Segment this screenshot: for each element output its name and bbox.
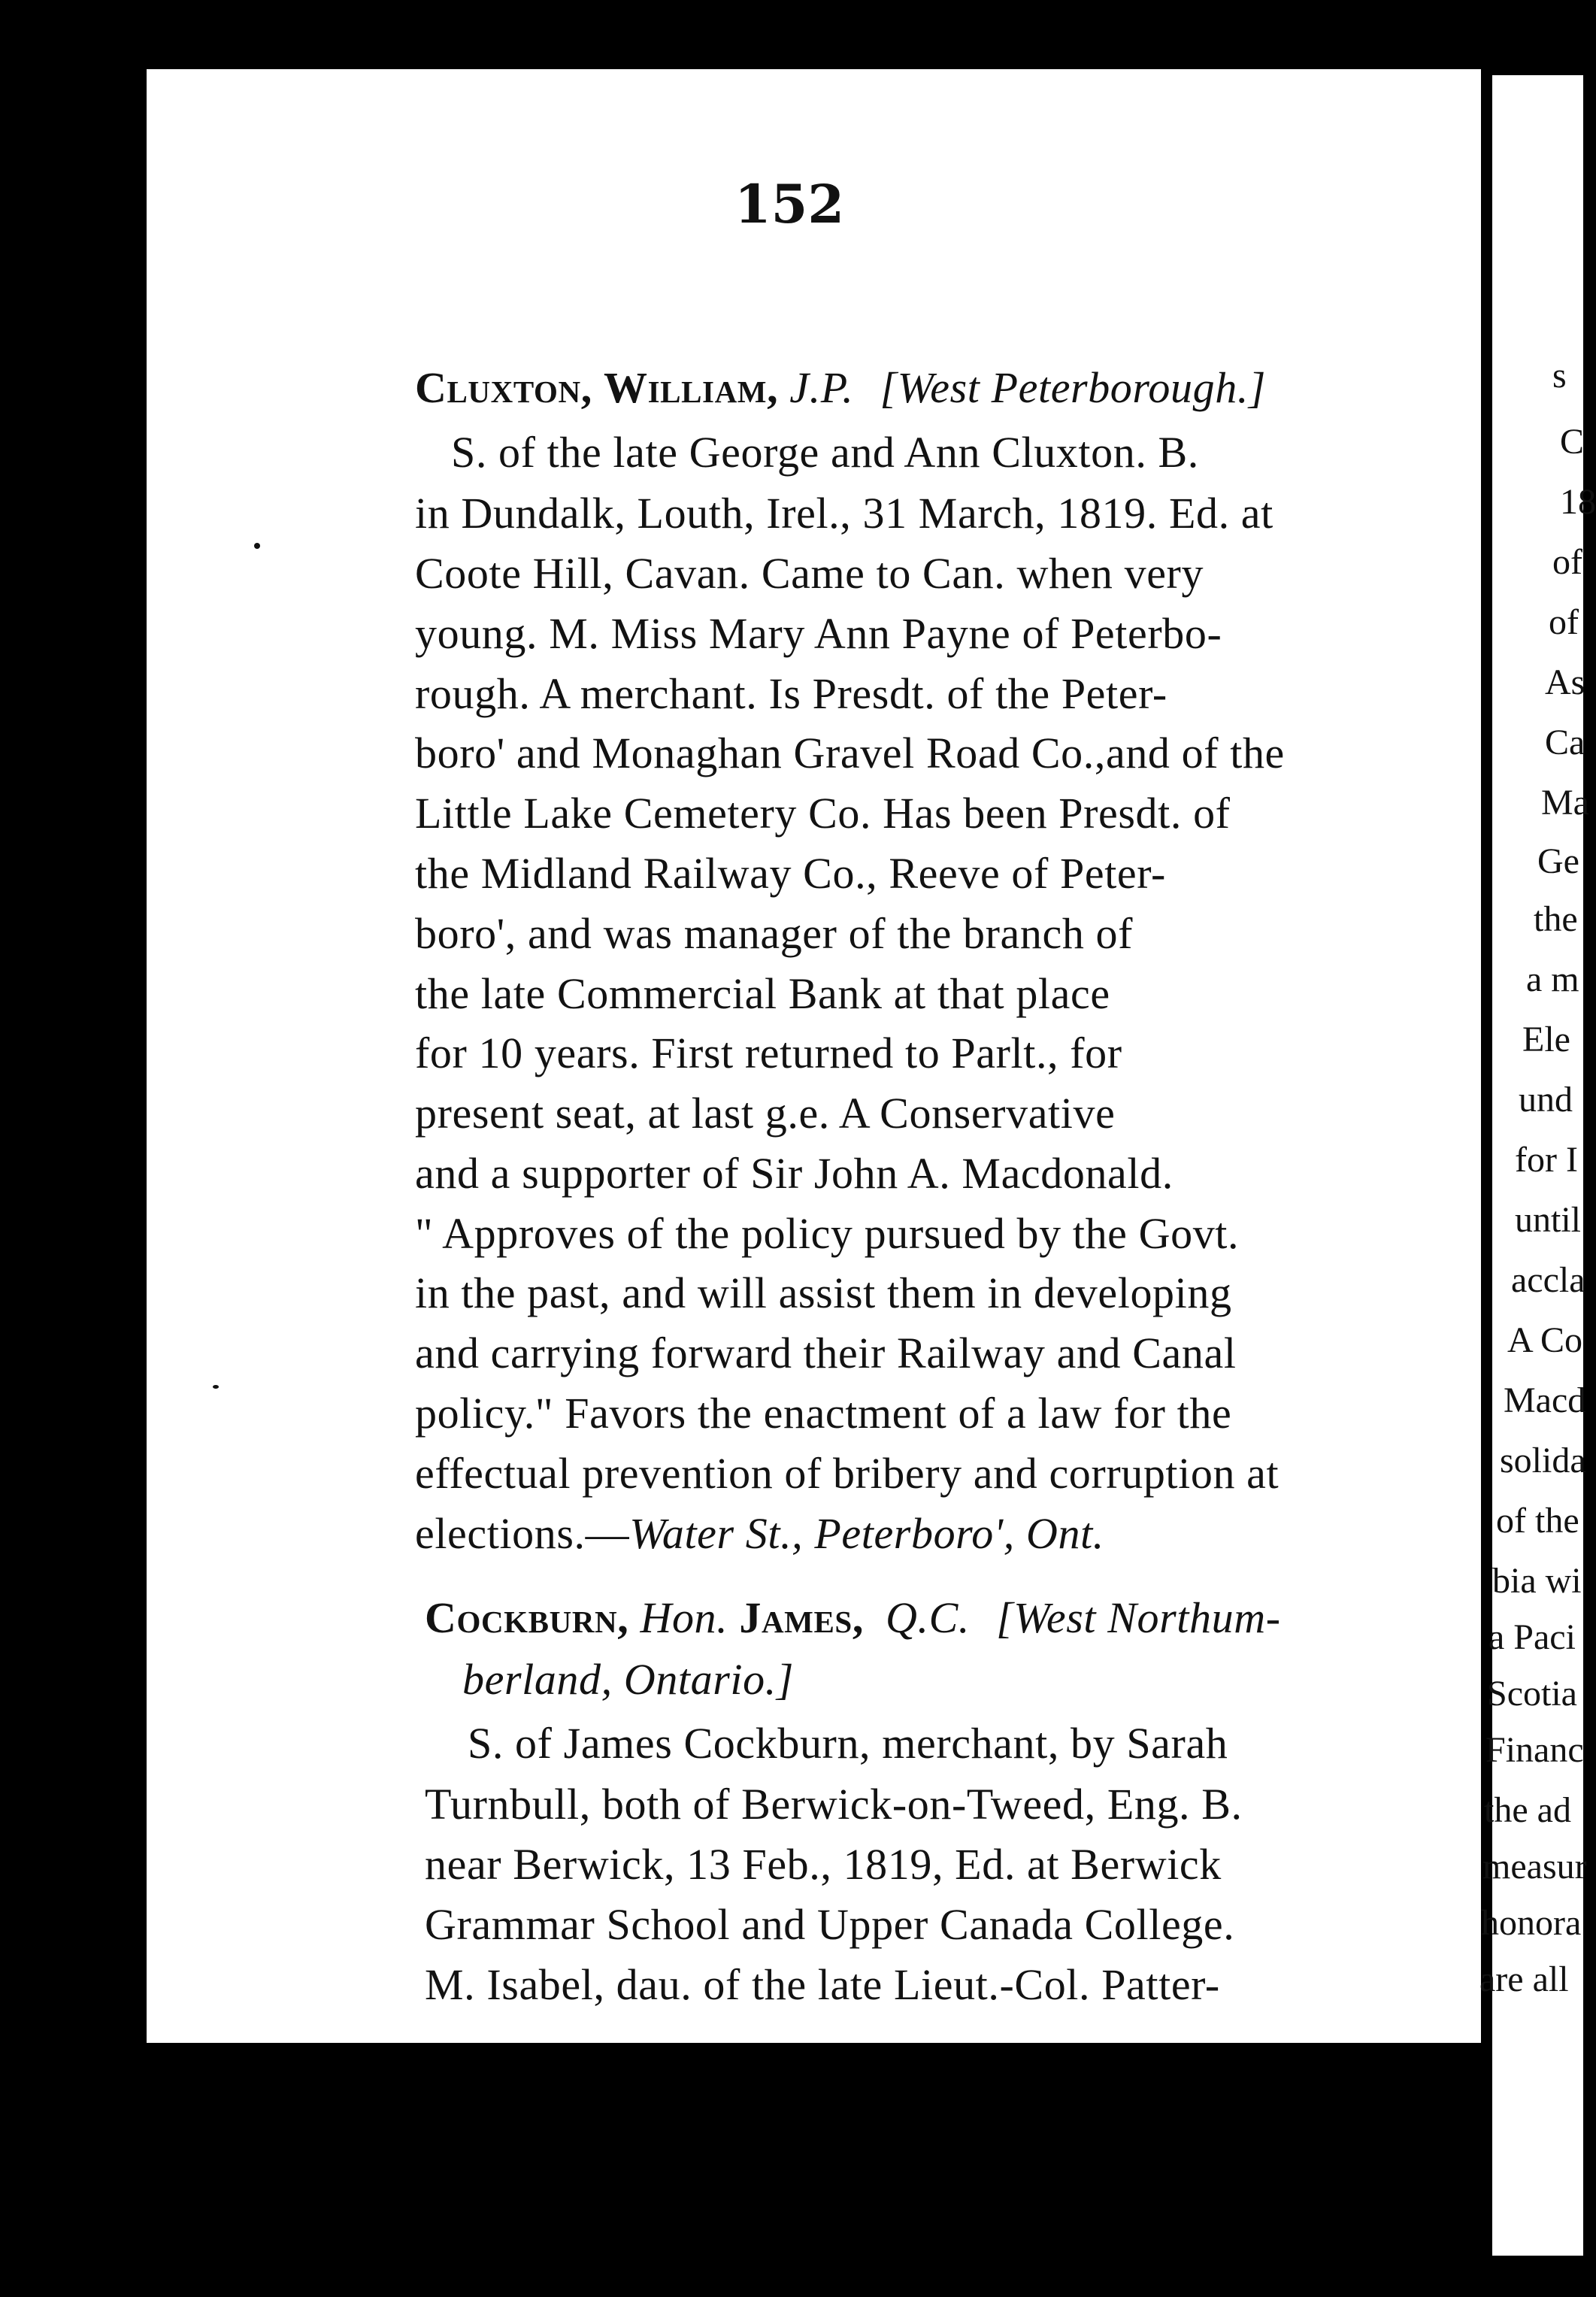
- facing-line: Macd: [1504, 1380, 1586, 1420]
- page-number: 152: [734, 173, 845, 235]
- facing-line: 18: [1560, 482, 1596, 522]
- body-line: Coote Hill, Cavan. Came to Can. when very: [415, 549, 1204, 598]
- facing-line: Ca: [1545, 723, 1585, 762]
- facing-line: solida: [1500, 1441, 1586, 1480]
- facing-line: und: [1519, 1080, 1573, 1120]
- scan-speck: [254, 543, 260, 549]
- body-line: the late Commercial Bank at that place: [415, 969, 1110, 1018]
- body-line: boro', and was manager of the branch of: [415, 909, 1134, 958]
- body-line: in the past, and will assist them in developing: [415, 1268, 1232, 1317]
- entry-constituency: [West Peterborough.]: [880, 363, 1267, 412]
- facing-line: C: [1560, 422, 1585, 462]
- body-line: the Midland Railway Co., Reeve of Peter-: [415, 849, 1166, 898]
- body-line: Turnbull, both of Berwick-on-Tweed, Eng. B.: [425, 1780, 1243, 1829]
- facing-line: honora: [1481, 1903, 1582, 1943]
- entry-surname: Cockburn,: [425, 1593, 629, 1642]
- facing-line: are all: [1479, 1959, 1569, 1999]
- body-line: and carrying forward their Railway and Canal: [415, 1329, 1237, 1377]
- body-line: effectual prevention of bribery and corruption at: [415, 1449, 1280, 1498]
- facing-line: Ma: [1541, 783, 1589, 823]
- facing-line: until: [1515, 1200, 1582, 1240]
- facing-line: Scotia: [1487, 1674, 1577, 1714]
- entry-constituency-continued: [462, 1654, 794, 1705]
- body-line: Little Lake Cemetery Co. Has been Presdt. of: [415, 789, 1231, 838]
- facing-line: for I: [1515, 1140, 1578, 1180]
- body-line: young. M. Miss Mary Ann Payne of Peterbo-: [415, 609, 1222, 658]
- body-line: S. of James Cockburn, merchant, by Sarah: [468, 1719, 1228, 1768]
- entry-constituency: [West Northum-: [996, 1593, 1281, 1642]
- facing-line: s: [1552, 356, 1567, 395]
- body-line: Grammar School and Upper Canada College.: [425, 1900, 1235, 1949]
- body-line: in Dundalk, Louth, Irel., 31 March, 1819. Ed. at: [415, 489, 1273, 538]
- facing-line: a m: [1526, 959, 1579, 999]
- body-text: elections.—: [415, 1509, 630, 1558]
- body-line: for 10 years. First returned to Parlt., for: [415, 1029, 1122, 1077]
- facing-line: measur: [1482, 1847, 1587, 1886]
- facing-line: a Paci: [1488, 1617, 1576, 1657]
- facing-line: bia wi: [1492, 1561, 1582, 1601]
- body-line: " Approves of the policy pursued by the Govt.: [415, 1209, 1240, 1258]
- body-line-last: [415, 1508, 1104, 1559]
- facing-line: Ge: [1537, 841, 1579, 881]
- facing-line: As: [1545, 662, 1585, 702]
- facing-line: of the: [1496, 1501, 1579, 1541]
- facing-line: Financ: [1485, 1730, 1584, 1770]
- facing-line: the ad: [1484, 1790, 1571, 1830]
- entry-heading-cockburn: [425, 1592, 1281, 1643]
- facing-line: Ele: [1522, 1020, 1570, 1059]
- entry-constituency-line2: berland, Ontario.]: [462, 1655, 794, 1704]
- body-line: near Berwick, 13 Feb., 1819, Ed. at Berwick: [425, 1840, 1222, 1889]
- facing-line: A Co: [1507, 1320, 1583, 1360]
- facing-line: accla: [1511, 1260, 1585, 1300]
- entry-honorific: Q.C.: [886, 1593, 971, 1642]
- body-line: policy." Favors the enactment of a law for the: [415, 1389, 1232, 1438]
- entry-honorific: J.P.: [789, 363, 854, 412]
- body-line: S. of the late George and Ann Cluxton. B.: [451, 428, 1199, 477]
- facing-line: of: [1549, 602, 1579, 642]
- scan-speck: [213, 1385, 219, 1389]
- address: Water St., Peterboro', Ont.: [629, 1509, 1104, 1558]
- body-line: M. Isabel, dau. of the late Lieut.-Col. Patter-: [425, 1960, 1220, 2009]
- entry-heading-cluxton: [415, 362, 1266, 413]
- body-line: and a supporter of Sir John A. Macdonald.: [415, 1149, 1174, 1198]
- entry-given-name: James,: [739, 1593, 864, 1642]
- body-line: present seat, at last g.e. A Conservative: [415, 1089, 1116, 1138]
- entry-given-name: William,: [603, 363, 779, 412]
- entry-surname: Cluxton,: [415, 363, 592, 412]
- body-line: rough. A merchant. Is Presdt. of the Peter-: [415, 669, 1167, 718]
- facing-line: the: [1534, 899, 1578, 939]
- body-line: boro' and Monaghan Gravel Road Co.,and of the: [415, 729, 1285, 777]
- facing-line: of: [1552, 542, 1582, 582]
- entry-honorific-prefix: Hon.: [640, 1593, 728, 1642]
